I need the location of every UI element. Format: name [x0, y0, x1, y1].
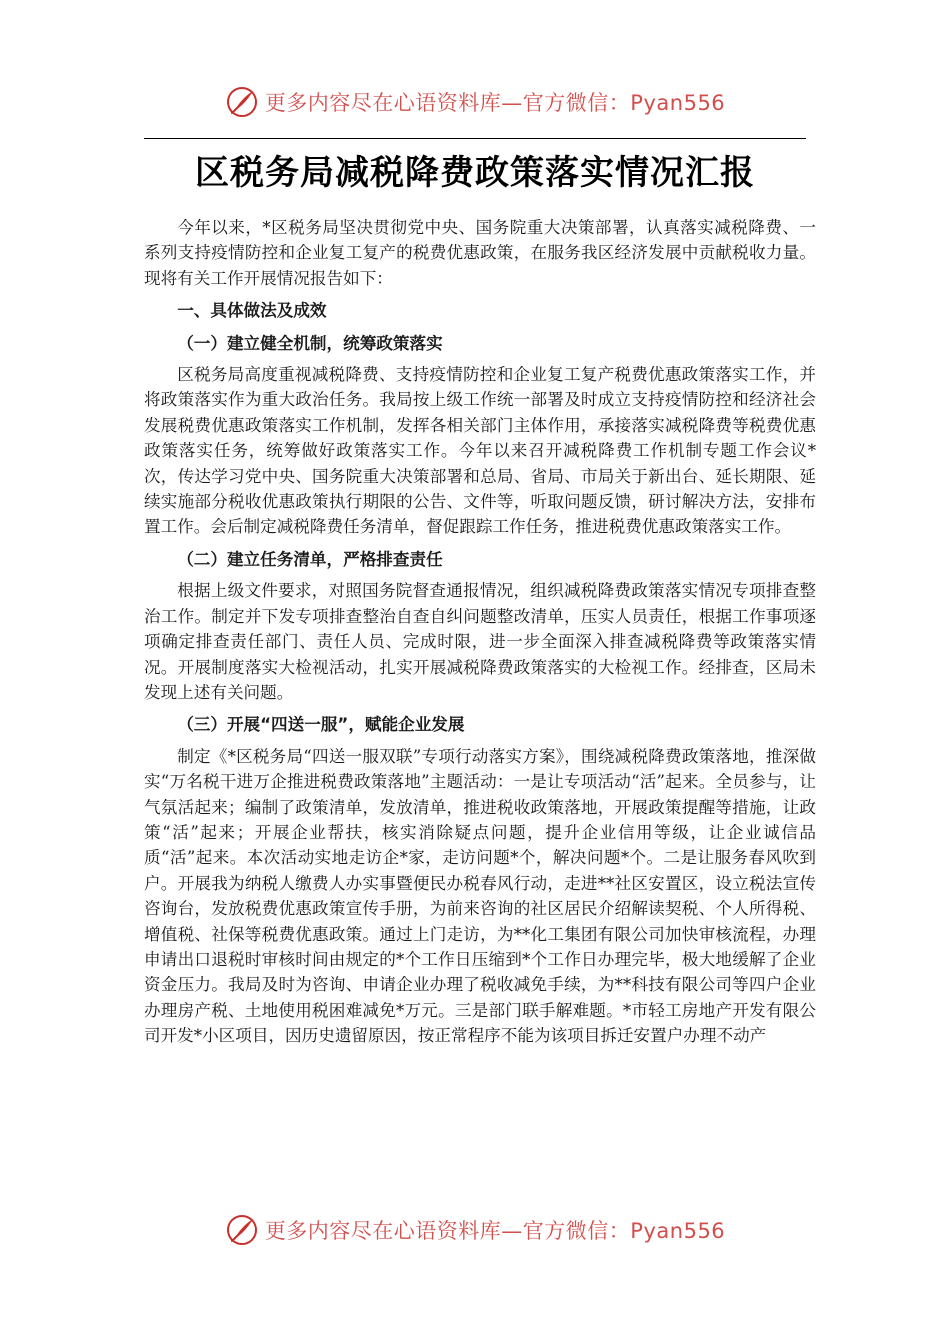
- subsection-heading-2: （二）建立任务清单，严格排查责任: [177, 549, 443, 569]
- subsection-body-1: 区税务局高度重视减税降费、支持疫情防控和企业复工复产税费优惠政策落实工作，并将政策落实作为重大政治任务。我局按上级工作统一部署及时成立支持疫情防控和经济社会发展税费优惠政策落实工作机制，发挥各相关部门主体作用，承接落实减税降费等税费优惠政策落实任务，统筹做好政策落实工作。今年以来召开减税降费工作机制专题工作会议*次，传达学习党中央、国务院重大决策部署和总局、省局、市局关于新出台、延长期限、延续实施部分税收优惠政策执行期限的公告、文件等，听取问题反馈，研讨解决方法，安排布置工作。会后制定减税降费任务清单，督促跟踪工作任务，推进税费优惠政策落实工作。: [144, 365, 816, 537]
- document-body: [144, 215, 816, 1049]
- document-title: 区税务局减税降费政策落实情况汇报: [195, 153, 755, 193]
- subsection-body-2: 根据上级文件要求，对照国务院督查通报情况，组织减税降费政策落实情况专项排查整治工作。制定并下发专项排查整治自查自纠问题整改清单，压实人员责任，根据工作事项逐项确定排查责任部门、责任人员、完成时限，进一步全面深入排查减税降费等政策落实情况。开展制度落实大检视活动，扎实开展减税降费政策落实的大检视工作。经排查，区局未发现上述有关问题。: [144, 581, 816, 702]
- banner-text: 更多内容尽在心语资料库—官方微信：Pyan556: [264, 91, 726, 115]
- header-divider: [144, 138, 806, 139]
- subsection-heading-3: （三）开展“四送一服”，赋能企业发展: [177, 715, 465, 735]
- section-heading: 一、具体做法及成效: [177, 301, 327, 321]
- feather-pen-logo-icon: [225, 85, 259, 119]
- footer-watermark-banner: [0, 1208, 950, 1252]
- subsection-heading-1: （一）建立健全机制，统筹政策落实: [177, 333, 443, 353]
- intro-paragraph: 今年以来，*区税务局坚决贯彻党中央、国务院重大决策部署，认真落实减税降费、一系列支持疫情防控和企业复工复产的税费优惠政策，在服务我区经济发展中贡献税收力量。现将有关工作开展情况报告如下：: [144, 218, 816, 288]
- feather-pen-logo-icon: [225, 1213, 259, 1247]
- header-watermark-banner: [0, 80, 950, 124]
- banner-text: 更多内容尽在心语资料库—官方微信：Pyan556: [264, 1219, 726, 1243]
- subsection-body-3: 制定《*区税务局“四送一服双联”专项行动落实方案》，围绕减税降费政策落地，推深做实“万名税干进万企推进税费政策落地”主题活动：一是让专项活动“活”起来。全员参与，让气氛活起来；编制了政策清单，发放清单，推进税收政策落地，开展政策提醒等措施，让政策“活”起来；开展企业帮扶，核实消除疑点问题，提升企业信用等级，让企业诚信品质“活”起来。本次活动实地走访企*家，走访问题*个，解决问题*个。二是让服务春风吹到户。开展我为纳税人缴费人办实事暨便民办税春风行动，走进**社区安置区，设立税法宣传咨询台，发放税费优惠政策宣传手册，为前来咨询的社区居民介绍解读契税、个人所得税、增值税、社保等税费优惠政策。通过上门走访，为**化工集团有限公司加快审核流程，办理申请出口退税时审核时间由规定的*个工作日压缩到*个工作日办理完毕，极大地缓解了企业资金压力。我局及时为咨询、申请企业办理了税收减免手续，为**科技有限公司等四户企业办理房产税、土地使用税困难减免*万元。三是部门联手解难题。*市轻工房地产开发有限公司开发*小区项目，因历史遗留原因，按正常程序不能为该项目拆迁安置户办理不动产: [144, 746, 816, 1046]
